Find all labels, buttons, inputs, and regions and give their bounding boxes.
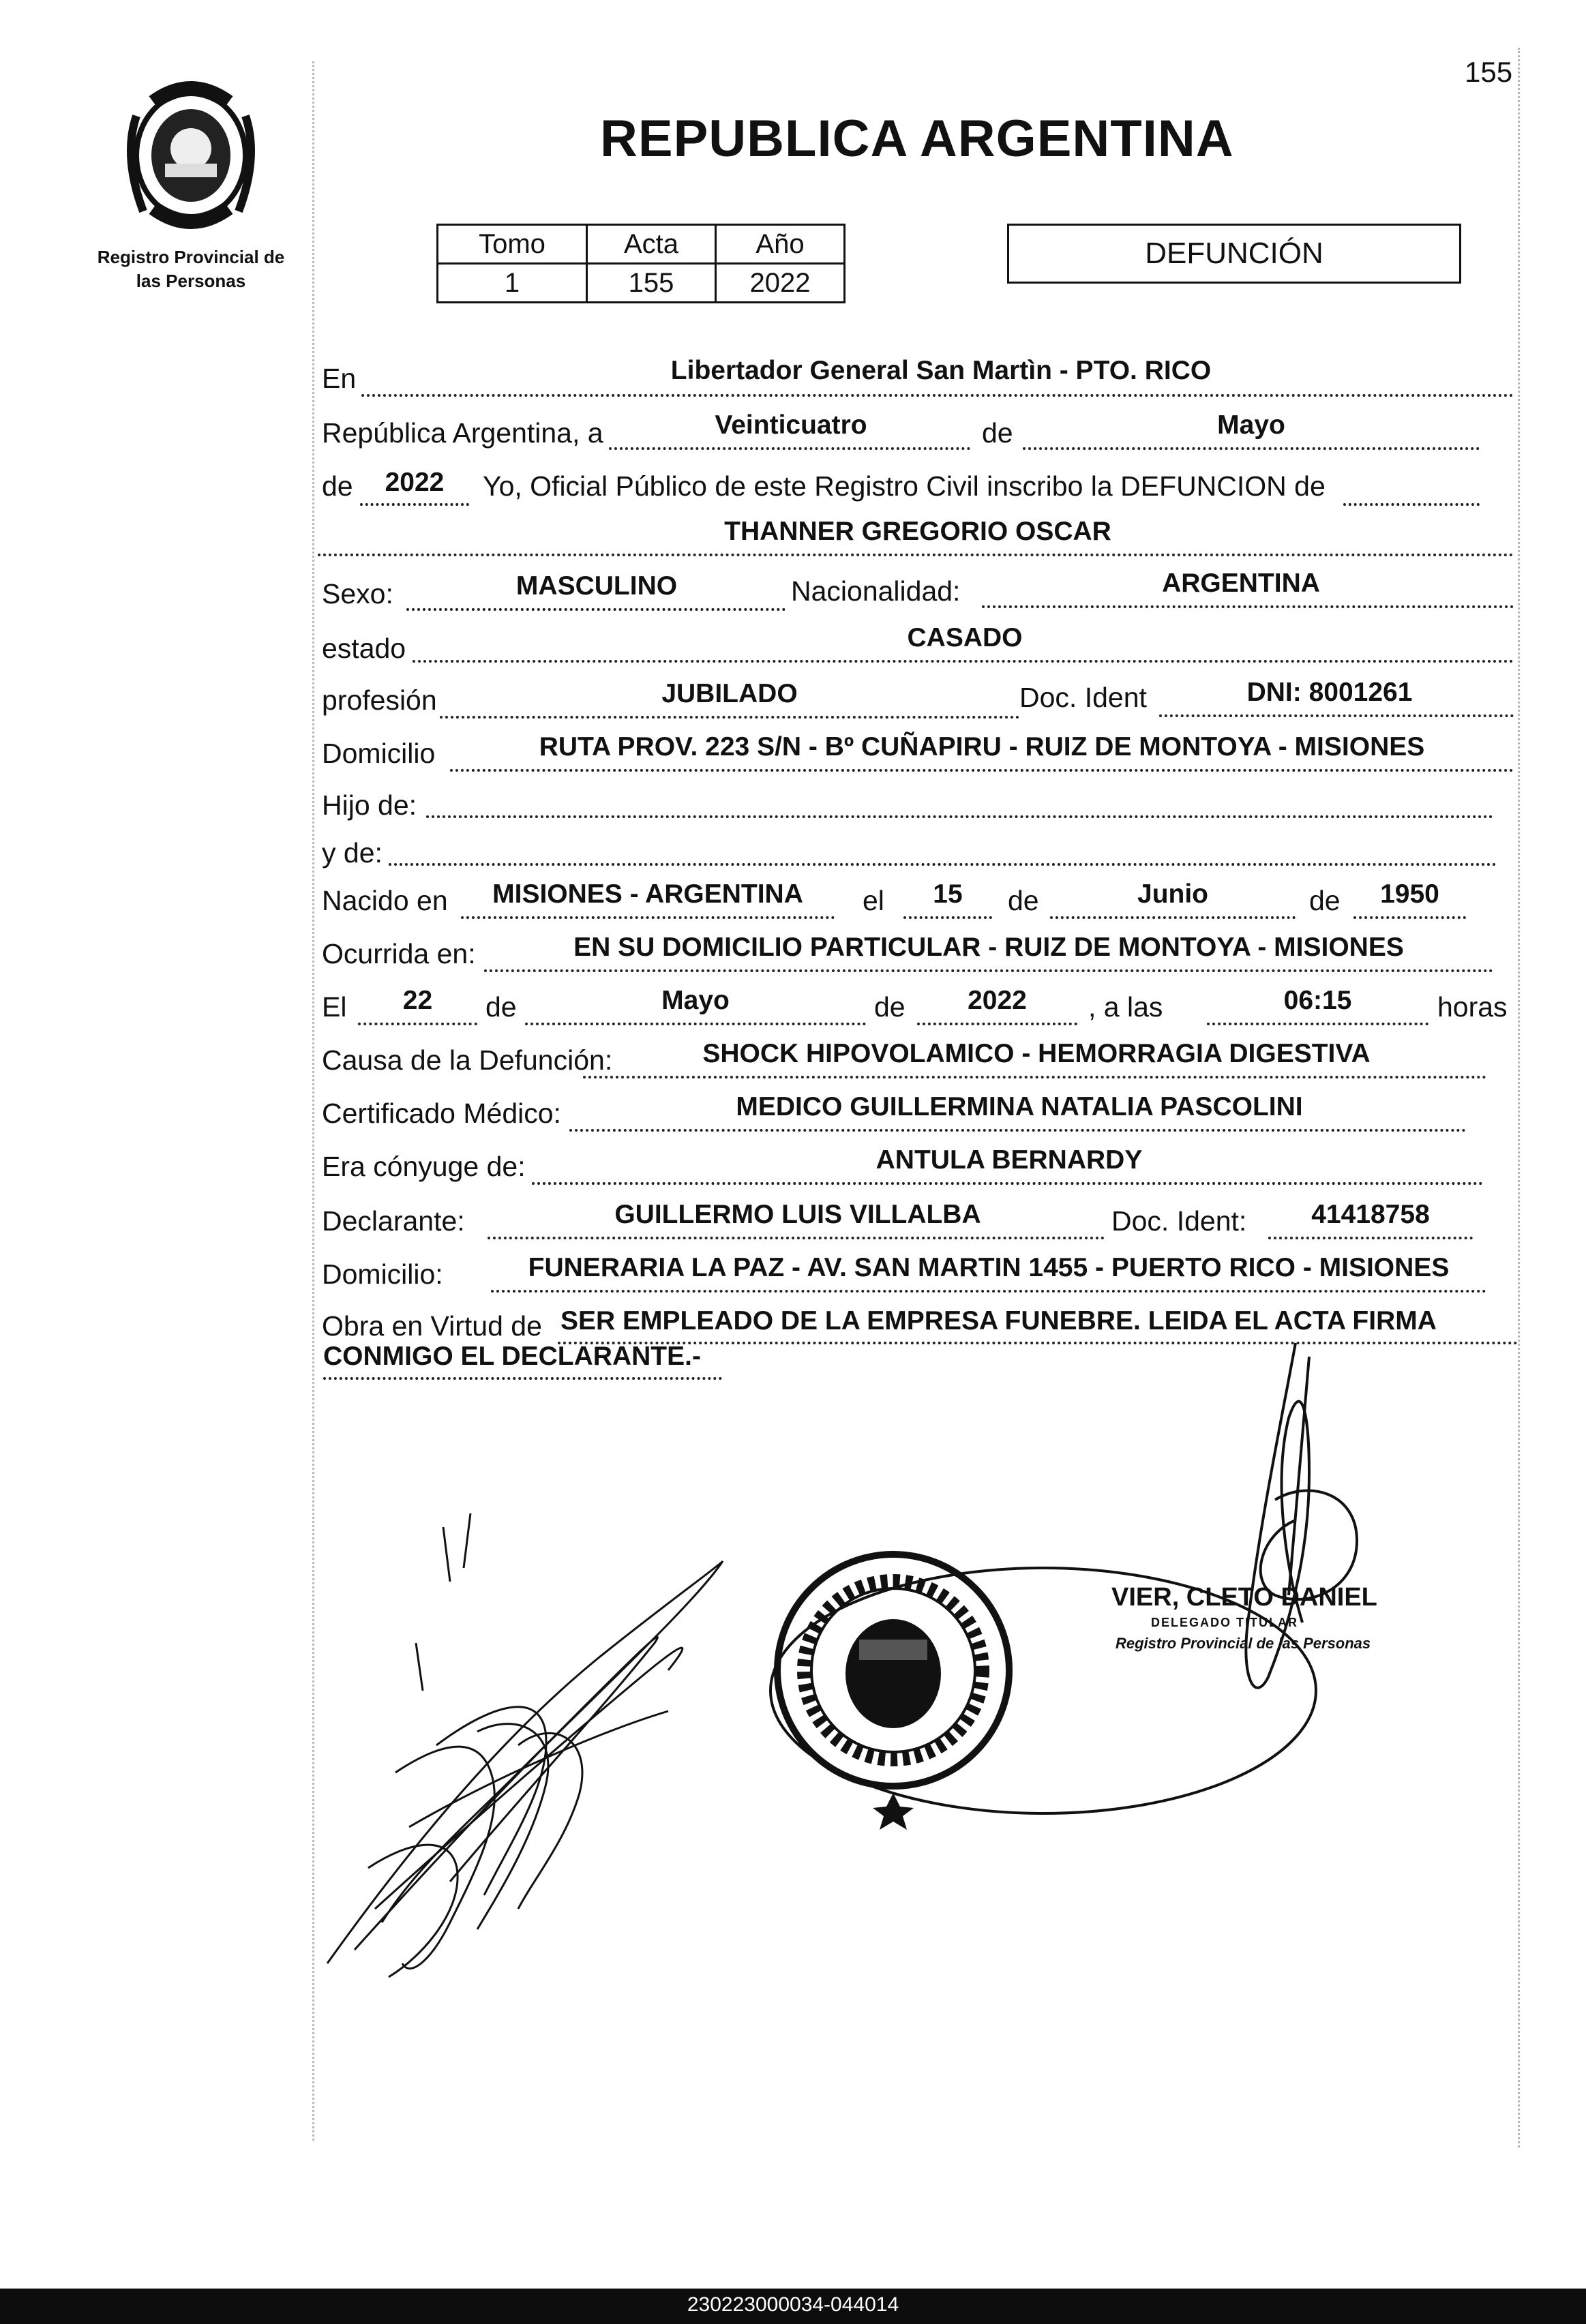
a-las-label: , a las bbox=[1088, 991, 1163, 1023]
header-anio: Año bbox=[716, 225, 845, 264]
nacionalidad-label: Nacionalidad: bbox=[791, 575, 961, 607]
obra-line2: CONMIGO EL DECLARANTE.- bbox=[323, 1342, 701, 1371]
doc-ident-label: Doc. Ident bbox=[1019, 682, 1147, 713]
republica-label: República Argentina, a bbox=[322, 417, 603, 449]
record-table-header-row bbox=[438, 225, 845, 264]
domicilio2-label: Domicilio: bbox=[322, 1258, 443, 1290]
conyuge-dotline bbox=[532, 1182, 1483, 1185]
de-label-2: de bbox=[322, 470, 353, 502]
record-table bbox=[436, 224, 846, 303]
nacionalidad-dotline bbox=[982, 605, 1514, 608]
act-type-box: DEFUNCIÓN bbox=[1007, 224, 1461, 284]
header-acta: Acta bbox=[587, 225, 716, 264]
yde-dotline bbox=[389, 863, 1497, 866]
certificado-label: Certificado Médico: bbox=[322, 1098, 561, 1129]
declarante-value: GUILLERMO LUIS VILLALBA bbox=[614, 1200, 981, 1229]
causa-value: SHOCK HIPOVOLAMICO - HEMORRAGIA DIGESTIVA bbox=[702, 1039, 1371, 1068]
certificado-dotline bbox=[569, 1129, 1466, 1132]
obra-line2-dotline bbox=[323, 1377, 722, 1380]
domicilio-label: Domicilio bbox=[322, 738, 436, 769]
profesion-dotline bbox=[440, 716, 1019, 719]
declarante-label: Declarante: bbox=[322, 1205, 465, 1237]
de-label-4: de bbox=[1309, 885, 1341, 916]
domicilio2-dotline bbox=[491, 1290, 1486, 1293]
de-label-5: de bbox=[485, 991, 517, 1023]
value-acta: 155 bbox=[587, 264, 716, 303]
obra-label: Obra en Virtud de bbox=[322, 1310, 542, 1342]
conyuge-label: Era cónyuge de: bbox=[322, 1151, 526, 1182]
year-value: 2022 bbox=[385, 468, 445, 497]
doc-ident2-label: Doc. Ident: bbox=[1111, 1205, 1247, 1237]
death-year-dotline bbox=[917, 1023, 1077, 1025]
birth-day-value: 15 bbox=[933, 879, 963, 909]
inscribo-text: Yo, Oficial Público de este Registro Civil inscribo la DEFUNCION de bbox=[483, 470, 1326, 502]
day-words-value: Veinticuatro bbox=[715, 410, 867, 440]
ocurrida-dotline bbox=[484, 969, 1493, 972]
birth-year-value: 1950 bbox=[1380, 879, 1439, 909]
provincial-seal-icon bbox=[116, 75, 266, 232]
en-label: En bbox=[322, 363, 357, 394]
doc-ident-value: DNI: 8001261 bbox=[1246, 678, 1413, 707]
birth-month-dotline bbox=[1050, 916, 1296, 919]
de-label-6: de bbox=[874, 991, 906, 1023]
death-day-dotline bbox=[358, 1023, 477, 1025]
official-stamp-name: VIER, CLETO DANIEL bbox=[1111, 1583, 1377, 1612]
hijo-dotline bbox=[426, 815, 1493, 818]
name-dotline bbox=[318, 554, 1514, 556]
official-signature bbox=[1207, 1336, 1384, 1718]
causa-label: Causa de la Defunción: bbox=[322, 1044, 613, 1076]
ocurrida-value: EN SU DOMICILIO PARTICULAR - RUIZ DE MONTOYA - MISIONES bbox=[573, 933, 1404, 962]
domicilio-value: RUTA PROV. 223 S/N - Bº CUÑAPIRU - RUIZ DE MONTOYA - MISIONES bbox=[539, 732, 1425, 761]
sexo-dotline bbox=[406, 608, 785, 611]
nacionalidad-value: ARGENTINA bbox=[1162, 569, 1320, 598]
record-table-value-row bbox=[438, 264, 845, 303]
place-value: Libertador General San Martìn - PTO. RICO bbox=[670, 356, 1212, 385]
page-title: REPUBLICA ARGENTINA bbox=[600, 110, 1234, 168]
horas-label: horas bbox=[1437, 991, 1508, 1023]
header-tomo: Tomo bbox=[438, 225, 587, 264]
certificado-value: MEDICO GUILLERMINA NATALIA PASCOLINI bbox=[736, 1092, 1303, 1121]
nacido-en-value: MISIONES - ARGENTINA bbox=[492, 879, 803, 909]
month-value: Mayo bbox=[1217, 410, 1285, 440]
sexo-label: Sexo: bbox=[322, 578, 393, 609]
obra-line1: SER EMPLEADO DE LA EMPRESA FUNEBRE. LEIDA EL ACTA FIRMA bbox=[560, 1306, 1437, 1335]
registry-label-line2: las Personas bbox=[136, 271, 246, 292]
declarante-doc-dotline bbox=[1268, 1237, 1473, 1239]
estado-label: estado bbox=[322, 633, 406, 664]
registry-label bbox=[75, 245, 307, 293]
estado-value: CASADO bbox=[907, 623, 1023, 652]
de-label-1: de bbox=[982, 417, 1013, 449]
death-month-dotline bbox=[525, 1023, 866, 1025]
page-number: 155 bbox=[1465, 56, 1513, 88]
conyuge-value: ANTULA BERNARDY bbox=[876, 1145, 1143, 1175]
el-label: el bbox=[863, 885, 884, 916]
ocurrida-label: Ocurrida en: bbox=[322, 938, 476, 969]
domicilio-dotline bbox=[450, 769, 1514, 772]
day-dotline bbox=[609, 447, 970, 450]
hijo-label: Hijo de: bbox=[322, 789, 417, 821]
year-dotline bbox=[360, 503, 469, 506]
place-dotline bbox=[361, 394, 1514, 397]
right-margin-rule bbox=[1518, 48, 1520, 2147]
declarante-doc-value: 41418758 bbox=[1311, 1200, 1430, 1229]
registry-label-line1: Registro Provincial de bbox=[97, 247, 285, 267]
profesion-label: profesión bbox=[322, 684, 437, 716]
birth-month-value: Junio bbox=[1137, 879, 1208, 909]
profesion-value: JUBILADO bbox=[661, 679, 798, 708]
death-time-value: 06:15 bbox=[1283, 986, 1352, 1015]
month-dotline bbox=[1023, 447, 1480, 450]
declarant-signature bbox=[314, 1486, 791, 2004]
death-year-value: 2022 bbox=[968, 986, 1027, 1015]
value-anio: 2022 bbox=[716, 264, 845, 303]
official-stamp-office: Registro Provincial de las Personas bbox=[1116, 1635, 1371, 1652]
birth-year-dotline bbox=[1353, 916, 1466, 919]
nacido-label: Nacido en bbox=[322, 885, 448, 916]
inscribo-dotline bbox=[1343, 503, 1480, 506]
death-time-dotline bbox=[1207, 1023, 1428, 1025]
declarante-dotline bbox=[488, 1237, 1105, 1239]
birth-day-dotline bbox=[903, 916, 992, 919]
declarante-domicilio-value: FUNERARIA LA PAZ - AV. SAN MARTIN 1455 - PUERTO RICO - MISIONES bbox=[528, 1253, 1450, 1282]
value-tomo: 1 bbox=[438, 264, 587, 303]
El-label: El bbox=[322, 991, 347, 1023]
death-day-value: 22 bbox=[402, 986, 433, 1015]
footer-code: 230223000034-044014 bbox=[687, 2293, 899, 2316]
death-month-value: Mayo bbox=[661, 986, 730, 1015]
doc-ident-dotline bbox=[1159, 714, 1514, 717]
nacido-dotline bbox=[461, 916, 835, 919]
causa-dotline bbox=[583, 1076, 1486, 1078]
de-label-3: de bbox=[1008, 885, 1039, 916]
deceased-name-value: THANNER GREGORIO OSCAR bbox=[724, 517, 1111, 546]
yde-label: y de: bbox=[322, 837, 383, 869]
official-stamp-title: DELEGADO TITULAR bbox=[1151, 1616, 1298, 1629]
sexo-value: MASCULINO bbox=[515, 571, 678, 601]
estado-dotline bbox=[413, 660, 1514, 663]
